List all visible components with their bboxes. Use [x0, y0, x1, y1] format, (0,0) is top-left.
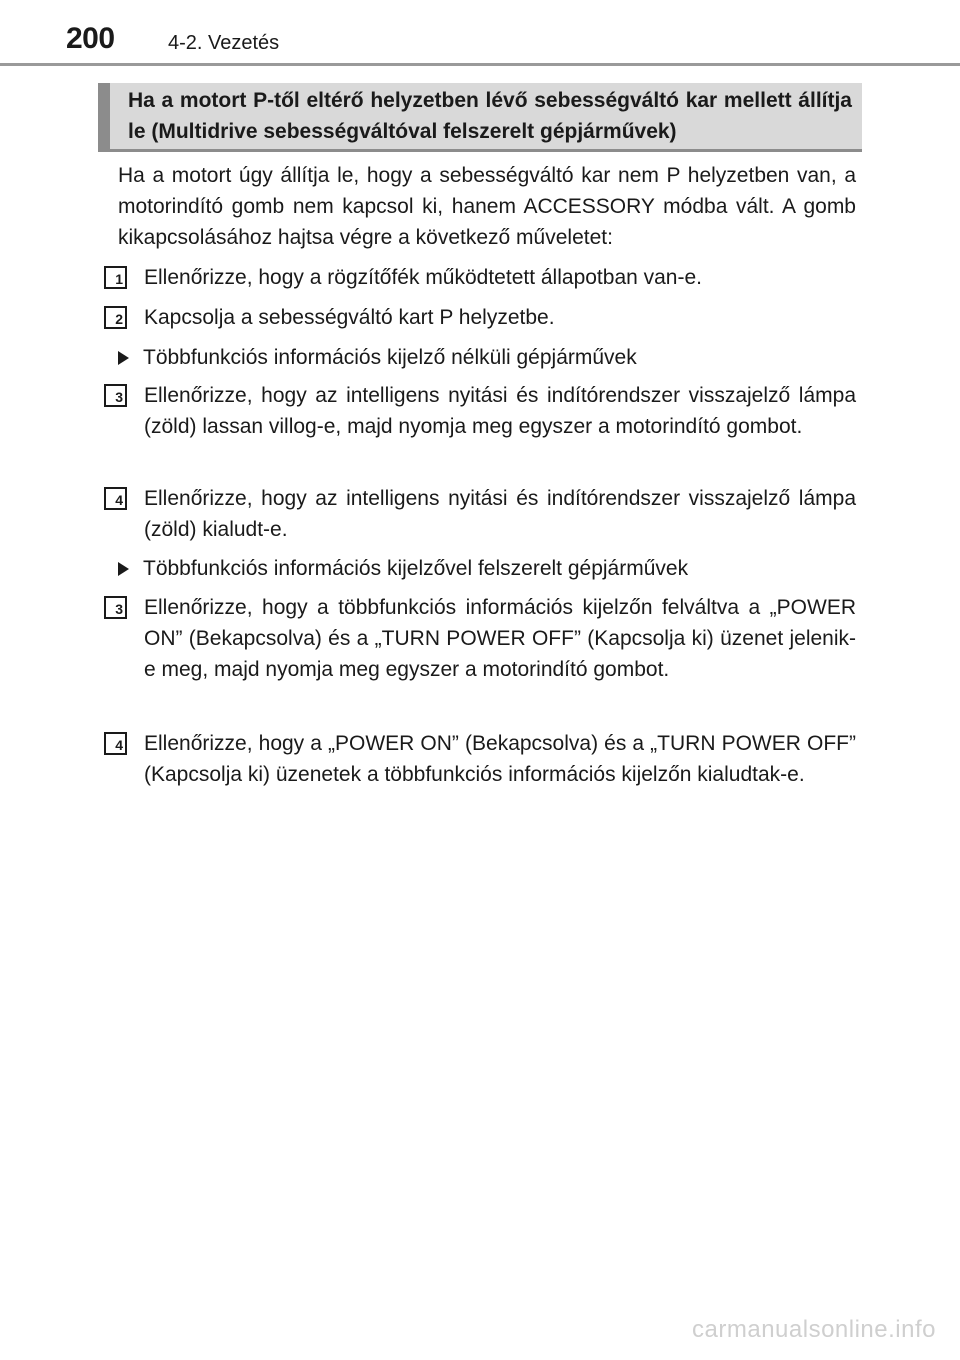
- step-text: Ellenőrizze, hogy a rögzítőfék működtetett állapotban van-e.: [144, 266, 702, 289]
- page-header: [0, 0, 960, 70]
- step-number-badge: 4: [104, 732, 127, 755]
- step-number-badge: 2: [104, 306, 127, 329]
- header-divider: [0, 63, 960, 66]
- page-number: 200: [66, 22, 115, 55]
- step-text: Ellenőrizze, hogy az intelligens nyitási és indítórendszer visszajelző lámpa (zöld) lassan villog-e, majd nyomja meg egyszer a motorindító gombot.: [144, 384, 856, 438]
- condition-heading-b: Többfunkciós információs kijelzővel felszerelt gépjárművek: [118, 553, 858, 584]
- step-number-badge: 1: [104, 266, 127, 289]
- subsection-heading: Ha a motort P-től eltérő helyzetben lévő sebességváltó kar mellett állítja le (Multidrive sebességváltóval felszerelt gépjárművek): [128, 89, 852, 143]
- intro-paragraph: Ha a motort úgy állítja le, hogy a sebességváltó kar nem P helyzetben van, a motorindító gomb nem kapcsol ki, hanem ACCESSORY módba vált. A gomb kikapcsolásához hajtsa végre a következő műveletet:: [118, 164, 856, 249]
- step-text: Ellenőrizze, hogy a többfunkciós információs kijelzőn felváltva a „POWER ON” (Bekapcsolva) és a „TURN POWER OFF” (Kapcsolja ki) üzenet jelenik-e meg, majd nyomja meg egyszer a motorindító gombot.: [144, 596, 856, 681]
- watermark: carmanualsonline.info: [692, 1316, 936, 1343]
- triangle-bullet-icon: [118, 562, 129, 576]
- heading-underline: [98, 149, 862, 152]
- step-number-badge: 3: [104, 384, 127, 407]
- triangle-bullet-icon: [118, 351, 129, 365]
- section-title: 4-2. Vezetés: [168, 32, 280, 54]
- step-text: Ellenőrizze, hogy a „POWER ON” (Bekapcsolva) és a „TURN POWER OFF” (Kapcsolja ki) üzenetek a többfunkciós információs kijelzőn kialudtak-e.: [144, 732, 856, 786]
- step-number-badge: 3: [104, 596, 127, 619]
- step-number-badge: 4: [104, 487, 127, 510]
- subsection-heading-box: [98, 83, 862, 149]
- condition-heading-a: Többfunkciós információs kijelző nélküli gépjárművek: [118, 342, 858, 373]
- step-text: Ellenőrizze, hogy az intelligens nyitási és indítórendszer visszajelző lámpa (zöld) kialudt-e.: [144, 487, 856, 541]
- step-text: Kapcsolja a sebességváltó kart P helyzetbe.: [144, 306, 555, 329]
